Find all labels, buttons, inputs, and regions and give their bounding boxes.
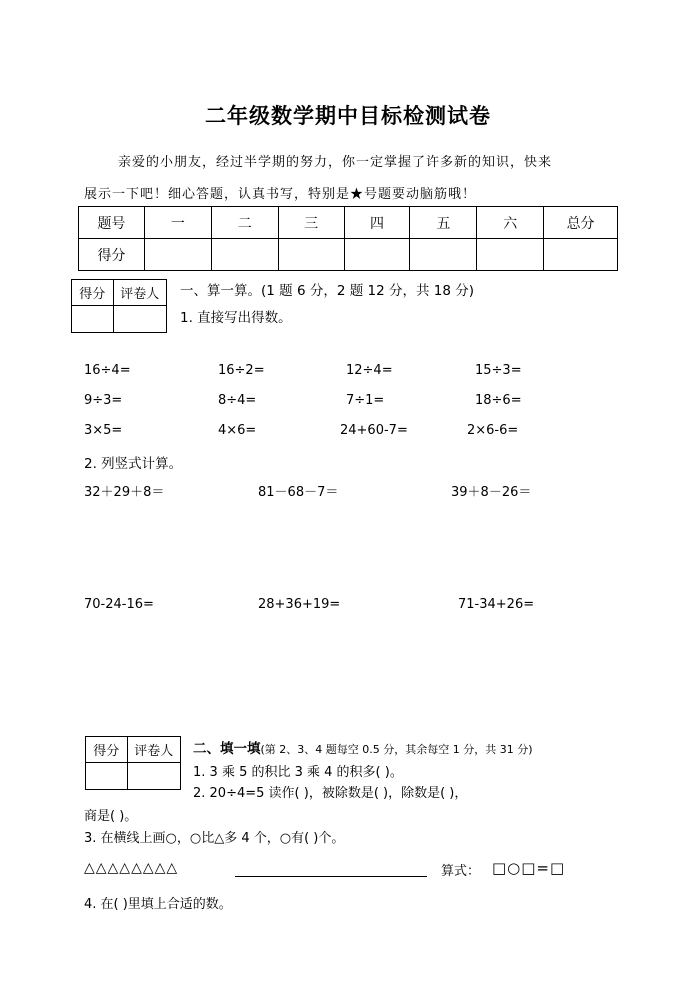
section-2-title: 二、填一填 <box>193 741 261 757</box>
grader-box-2 <box>85 736 181 790</box>
section-1-q1-title: 1. 直接写出得数。 <box>180 310 292 326</box>
vertical-calc-item: 28+36+19= <box>258 597 341 612</box>
grader-score-cell[interactable] <box>72 306 114 333</box>
section-2-q3: 3. 在横线上画○，○比△多 4 个，○有( )个。 <box>84 831 345 846</box>
formula-item: 12÷4= <box>346 363 393 378</box>
score-cell[interactable] <box>144 239 211 271</box>
grader-name-label: 评卷人 <box>127 737 180 763</box>
grader-score-cell[interactable] <box>86 763 128 790</box>
score-cell[interactable] <box>211 239 278 271</box>
score-cell[interactable] <box>544 239 618 271</box>
score-header-cell: 四 <box>344 207 410 239</box>
vertical-calc-item: 81－68－7＝ <box>258 485 339 500</box>
vertical-calc-item: 71-34+26= <box>458 597 535 612</box>
formula-item: 9÷3= <box>84 393 123 408</box>
grader-name-cell[interactable] <box>113 306 166 333</box>
section-1-q2-title: 2. 列竖式计算。 <box>84 456 183 472</box>
section-2-title-note: (第 2、3、4 题每空 0.5 分，其余每空 1 分，共 31 分) <box>260 743 533 756</box>
section-2-q2-cont: 商是( )。 <box>84 809 138 824</box>
page-title: 二年级数学期中目标检测试卷 <box>205 104 491 128</box>
score-header-cell: 总分 <box>544 207 618 239</box>
grader-score-label: 得分 <box>86 737 128 763</box>
formula-item: 16÷4= <box>84 363 131 378</box>
score-cell[interactable] <box>344 239 410 271</box>
score-cell[interactable] <box>278 239 344 271</box>
grader-name-label: 评卷人 <box>113 280 166 306</box>
score-table-header-row <box>79 207 618 239</box>
triangle-row: △△△△△△△△ <box>84 860 179 876</box>
formula-item: 7÷1= <box>346 393 385 408</box>
section-2-heading <box>193 737 533 757</box>
vertical-calc-item: 32＋29＋8＝ <box>84 485 165 500</box>
section-1-title: 一、算一算。(1 题 6 分，2 题 12 分，共 18 分) <box>180 283 474 299</box>
section-2-q2: 2. 20÷4=5 读作( )，被除数是( )，除数是( )， <box>193 786 468 801</box>
formula-item: 3×5= <box>84 423 123 438</box>
formula-item: 16÷2= <box>218 363 265 378</box>
section-2-q4: 4. 在( )里填上合适的数。 <box>84 897 232 912</box>
score-header-cell: 五 <box>410 207 477 239</box>
score-table-score-row <box>79 239 618 271</box>
score-row-label: 得分 <box>79 239 145 271</box>
score-cell[interactable] <box>477 239 544 271</box>
answer-line[interactable] <box>235 876 427 877</box>
score-header-cell: 二 <box>211 207 278 239</box>
formula-item: 8÷4= <box>218 393 257 408</box>
formula-item: 15÷3= <box>475 363 522 378</box>
grader-score-label: 得分 <box>72 280 114 306</box>
vertical-calc-item: 39＋8－26＝ <box>451 485 532 500</box>
formula-item: 24+60-7= <box>340 423 408 438</box>
intro-line-2: 展示一下吧！细心答题，认真书写，特别是★号题要动脑筋哦！ <box>84 187 477 202</box>
vertical-calc-item: 70-24-16= <box>84 597 154 612</box>
score-header-cell: 六 <box>477 207 544 239</box>
intro-line-1: 亲爱的小朋友，经过半学期的努力，你一定掌握了许多新的知识，快来 <box>118 155 553 170</box>
formula-label: 算式： <box>441 864 481 879</box>
score-table <box>78 206 618 271</box>
grader-box-1 <box>71 279 167 333</box>
score-header-cell: 题号 <box>79 207 145 239</box>
formula-item: 4×6= <box>218 423 257 438</box>
score-header-cell: 一 <box>144 207 211 239</box>
formula-item: 2×6-6= <box>467 423 519 438</box>
formula-item: 18÷6= <box>475 393 522 408</box>
section-2-q1: 1. 3 乘 5 的积比 3 乘 4 的积多( )。 <box>193 765 403 780</box>
score-header-cell: 三 <box>278 207 344 239</box>
grader-name-cell[interactable] <box>127 763 180 790</box>
formula-boxes: □○□=□ <box>492 859 566 877</box>
score-cell[interactable] <box>410 239 477 271</box>
